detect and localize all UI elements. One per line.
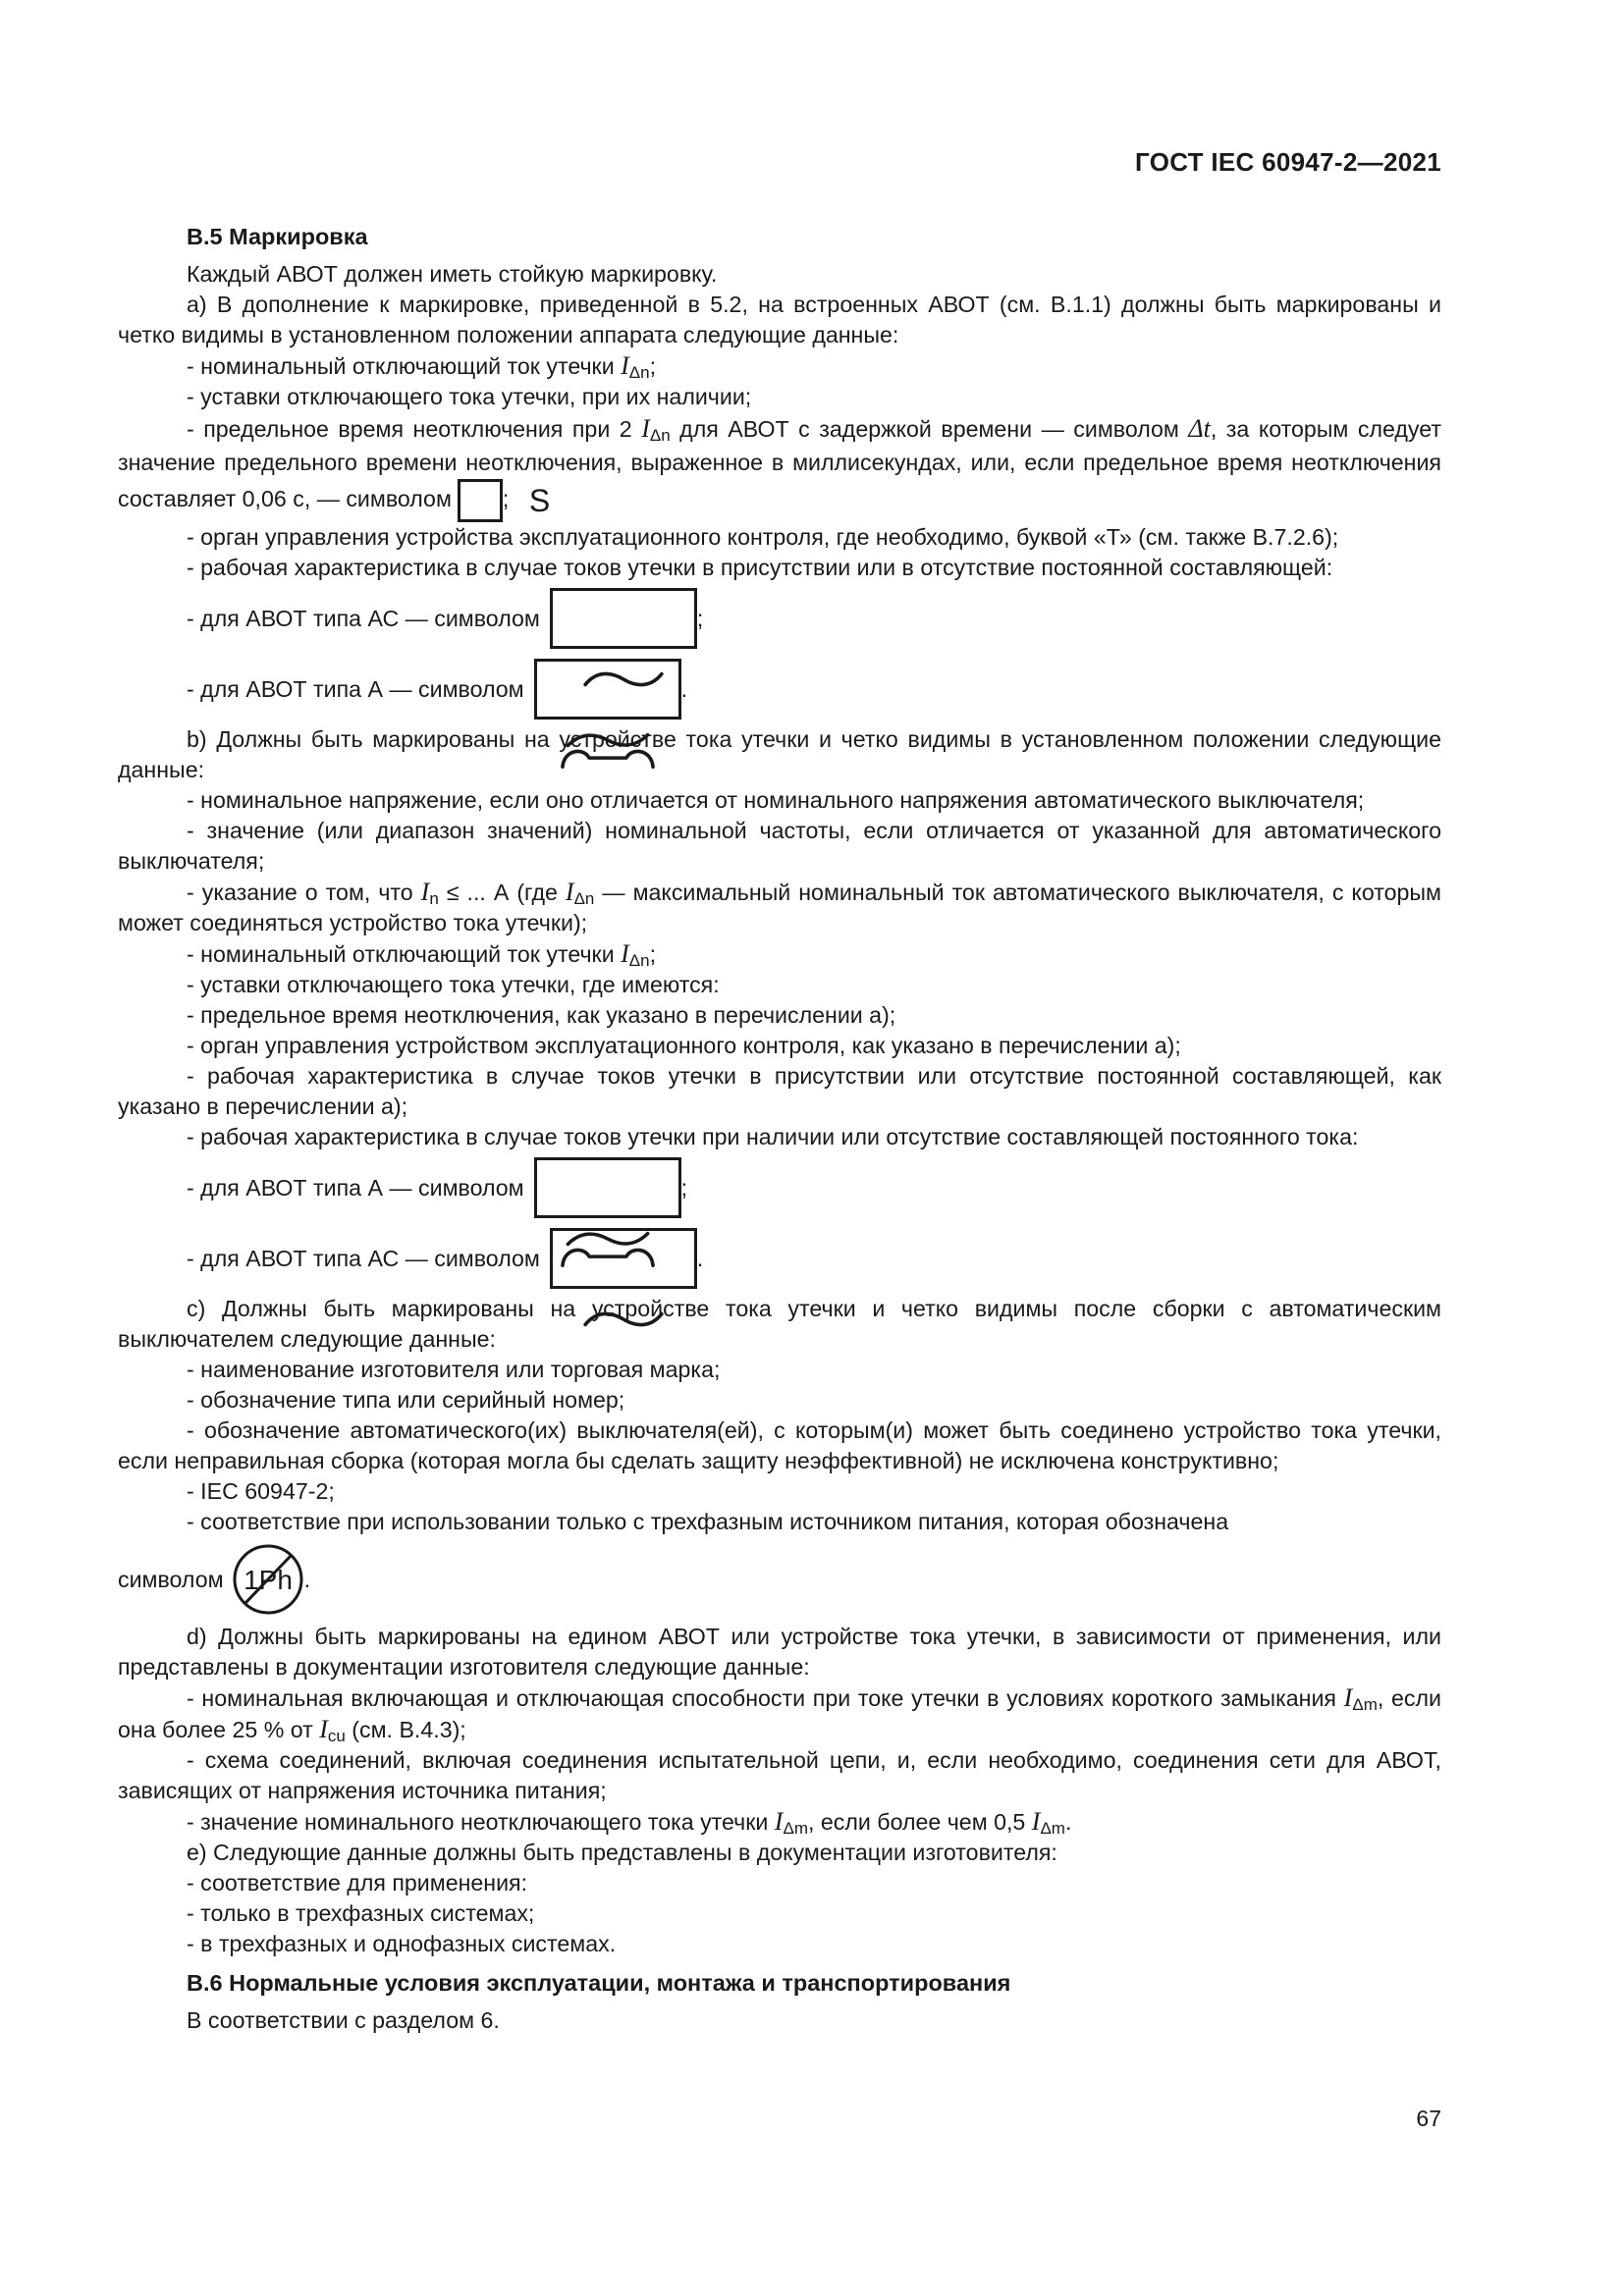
s-symbol-box: S <box>458 479 503 522</box>
section-b6-title: B.6 Нормальные условия эксплуатации, монтажа и транспортирования <box>187 1970 1011 1996</box>
one-phase-label: 1Ph <box>243 1565 293 1595</box>
b-intro: b) Должны быть маркированы на устройстве тока утечки и четко видимы в установленном положении следующие данные: <box>118 726 1441 782</box>
b-item3: - указание о том, что $I_n$ ≤ ... А (где $I_{\Delta n}$ — максимальный номинальный ток автоматического выключателя, с которым может соединяться устройство тока утечки); <box>118 878 1441 935</box>
e-intro: е) Следующие данные должны быть представлены в документации изготовителя: <box>187 1840 1057 1865</box>
a-item3: - предельное время неотключения при 2 $I_{\Delta n}$ для АВОТ с задержкой времени — символом Δt, за которым следует значение предельного времени неотключения, выраженное в миллисекундах, или, если предельное время неотключения составляет 0,06 с, — символом S; <box>118 412 1441 522</box>
c-item1: - наименование изготовителя или торговая марка; <box>187 1357 721 1382</box>
b-item9: - рабочая характеристика в случае токов утечки при наличии или отсутствие составляющей постоянного тока: <box>187 1124 1359 1149</box>
b-item5: - уставки отключающего тока утечки, где имеются: <box>187 972 720 997</box>
page-number: 67 <box>1416 2106 1441 2131</box>
b-type-ac-row: - для АВОТ типа АС — символом . <box>118 1223 1441 1294</box>
a-type-a-row: - для АВОТ типа А — символом . <box>118 654 1441 724</box>
one-phase-prohibited-icon <box>232 1543 304 1616</box>
a-item5: - рабочая характеристика в случае токов утечки в присутствии или в отсутствие постоянной составляющей: <box>187 555 1333 580</box>
b-item1: - номинальное напряжение, если оно отличается от номинального напряжения автоматического выключателя; <box>187 787 1365 813</box>
section-b5-title: B.5 Маркировка <box>187 224 368 249</box>
e-item3: - в трехфазных и однофазных системах. <box>187 1931 617 1956</box>
a-type-pulsating-symbol-icon <box>534 659 681 720</box>
d-intro: d) Должны быть маркированы на едином АВОТ или устройстве тока утечки, в зависимости от применения, или представлены в документации изготовителя следующие данные: <box>118 1624 1441 1680</box>
c-item2: - обозначение типа или серийный номер; <box>187 1387 625 1413</box>
a-type-ac-row: - для АВОТ типа АС — символом ; <box>118 583 1441 654</box>
b-item7: - орган управления устройством эксплуатационного контроля, как указано в перечислении а); <box>187 1033 1181 1058</box>
c-symbol-row: символом 1Ph . <box>118 1537 1441 1622</box>
b-item6: - предельное время неотключения, как указано в перечислении а); <box>187 1002 896 1028</box>
b6-body: В соответствии с разделом 6. <box>187 2007 500 2033</box>
c-intro: с) Должны быть маркированы на устройстве тока утечки и четко видимы после сборки с автоматическим выключателем следующие данные: <box>118 1296 1441 1352</box>
a-item2: - уставки отключающего тока утечки, при их наличии; <box>187 384 752 409</box>
c-item4: - IEC 60947-2; <box>187 1478 335 1504</box>
a-item1: - номинальный отключающий ток утечки $I_{\Delta n}$; <box>187 351 657 382</box>
b-type-a-row: - для АВОТ типа А — символом ; <box>118 1152 1441 1223</box>
ac-wave-symbol-icon <box>550 1228 697 1289</box>
b-item2: - значение (или диапазон значений) номинальной частоты, если отличается от указанной для автоматического выключателя; <box>118 818 1441 874</box>
document-body <box>118 222 1441 2036</box>
ac-wave-symbol-icon <box>550 588 697 649</box>
b-item8: - рабочая характеристика в случае токов утечки в присутствии или отсутствие постоянной составляющей, как указано в перечислении а); <box>118 1063 1441 1119</box>
a-item4: - орган управления устройства эксплуатационного контроля, где необходимо, буквой «Т» (см. также В.7.2.6); <box>187 524 1339 550</box>
c-item5: - соответствие при использовании только с трехфазным источником питания, которая обозначена <box>187 1509 1229 1534</box>
c-item3: - обозначение автоматического(их) выключателя(ей), с которым(и) может быть соединено устройство тока утечки, если неправильная сборка (которая могла бы сделать защиту неэффективной) не исключена конструктивно; <box>118 1417 1441 1473</box>
a-intro: а) В дополнение к маркировке, приведенной в 5.2, на встроенных АВОТ (см. В.1.1) должны быть маркированы и четко видимы в установленном положении аппарата следующие данные: <box>118 292 1441 347</box>
page-header: ГОСТ IEC 60947-2—2021 <box>1135 147 1441 177</box>
b-item4: - номинальный отключающий ток утечки $I_{\Delta n}$; <box>187 939 657 970</box>
b5-intro: Каждый АВОТ должен иметь стойкую маркировку. <box>187 261 718 287</box>
e-item2: - только в трехфазных системах; <box>187 1900 535 1926</box>
d-item3: - значение номинального неотключающего тока утечки $I_{\Delta m}$, если более чем 0,5 $I_{\Delta m}$. <box>187 1807 1072 1838</box>
a-type-pulsating-symbol-icon <box>534 1157 681 1218</box>
d-item2: - схема соединений, включая соединения испытательной цепи, и, если необходимо, соединения сети для АВОТ, зависящих от напряжения источника питания; <box>118 1747 1441 1803</box>
d-item1: - номинальная включающая и отключающая способности при токе утечки в условиях короткого замыкания $I_{\Delta m}$, если она более 25 % от $I_{cu}$ (см. В.4.3); <box>118 1683 1441 1745</box>
e-item1: - соответствие для применения: <box>187 1870 528 1896</box>
